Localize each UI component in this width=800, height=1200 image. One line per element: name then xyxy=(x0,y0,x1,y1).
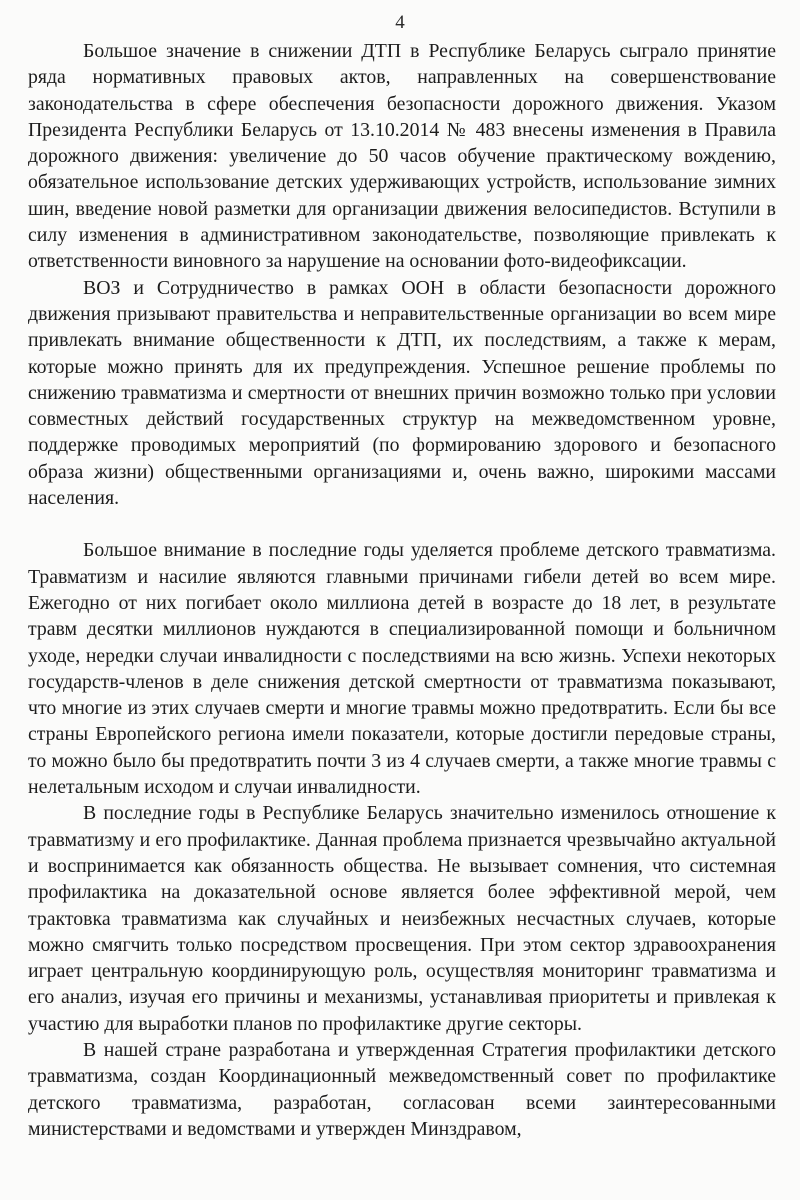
paragraph-spacer xyxy=(28,511,776,537)
paragraph-belarus-prevention: В последние годы в Республике Беларусь значительно изменилось отношение к травматизму и его профилактике. Данная проблема признается чрезвычайно актуальной и воспринимается как обязанность общества. Не вызывает сомнения, что системная профилактика на доказательной основе является более эффективной мерой, чем трактовка травматизма как случайных и неизбежных несчастных случаев, которые можно смягчить только посредством просвещения. При этом сектор здравоохранения играет центральную координирующую роль, осуществляя мониторинг травматизма и его анализ, изучая его причины и механизмы, устанавливая приоритеты и привлекая к участию для выработки планов по профилактике другие секторы. xyxy=(28,802,776,1035)
paragraph-legislation: Большое значение в снижении ДТП в Республике Беларусь сыграло принятие ряда нормативных правовых актов, направленных на совершенствование законодательства в сфере обеспечения безопасности дорожного движения. Указом Президента Республики Беларусь от 13.10.2014 № 483 внесены изменения в Правила дорожного движения: увеличение до 50 часов обучение практическому вождению, обязательное использование детских удерживающих устройств, использование зимних шин, введение новой разметки для организации движения велосипедистов. Вступили в силу изменения в административном законодательстве, позволяющие привлекать к ответственности виновного за нарушение на основании фото-видеофиксации. xyxy=(28,40,776,273)
page-number: 4 xyxy=(395,12,405,33)
paragraph-who-un-cooperation: ВОЗ и Сотрудничество в рамках ООН в области безопасности дорожного движения призывают правительства и неправительственные организации во всем мире привлекать внимание общественности к ДТП, их последствиям, а также к мерам, которые можно принять для их предупреждения. Успешное решение проблемы по снижению травматизма и смертности от внешних причин возможно только при условии совместных действий государственных структур на межведомственном уровне, поддержке проводимых мероприятий (по формированию здорового и безопасного образа жизни) общественными организациями и, очень важно, широкими массами населения. xyxy=(28,276,776,510)
paragraph-strategy: В нашей стране разработана и утвержденная Стратегия профилактики детского травматизма, создан Координационный межведомственный совет по профилактике детского травматизма, разработан, согласован всеми заинтересованными министерствами и ведомствами и утвержден Минздравом, xyxy=(28,1038,776,1140)
paragraph-child-injuries: Большое внимание в последние годы уделяется проблеме детского травматизма. Травматизм и насилие являются главными причинами гибели детей во всем мире. Ежегодно от них погибает около миллиона детей в возрасте до 18 лет, в результате травм десятки миллионов нуждаются в специализированной помощи и больничном уходе, нередки случаи инвалидности с последствиями на всю жизнь. Успехи некоторых государств-членов в деле снижения детской смертности от травматизма показывают, что многие из этих случаев смерти и многие травмы можно предотвратить. Если бы все страны Европейского региона имели показатели, которые достигли передовые страны, то можно было бы предотвратить почти 3 из 4 случаев смерти, а также многие травмы с нелетальным исходом и случаи инвалидности. xyxy=(28,539,776,799)
body-text xyxy=(28,38,776,1142)
